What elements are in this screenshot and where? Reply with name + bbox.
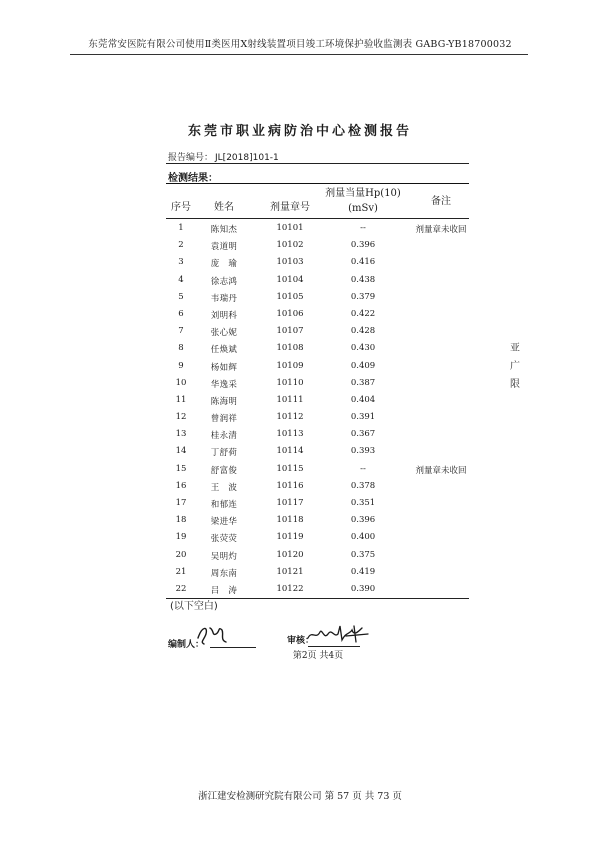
cell-dose: 0.378	[350, 480, 376, 491]
cell-name: 张心妮	[210, 328, 238, 339]
report-number	[168, 150, 279, 163]
cell-seq: 3	[178, 257, 184, 268]
blank-note: (以下空白)	[170, 601, 218, 612]
cell-code: 10115	[276, 463, 304, 474]
cell-dose: 0.404	[350, 394, 376, 405]
cell-name: 周东南	[210, 568, 238, 579]
cell-dose: 0.390	[350, 583, 376, 594]
cell-code: 10110	[276, 377, 304, 388]
cell-name: 和郁连	[210, 500, 238, 510]
table-header-rule	[166, 218, 469, 219]
page-footer: 浙江建安检测研究院有限公司 第 57 页 共 73 页	[198, 791, 402, 802]
cell-name: 王 波	[210, 482, 238, 493]
compiler-signature-line	[210, 647, 256, 648]
cell-name: 袁道明	[210, 242, 238, 253]
cell-seq: 7	[178, 326, 184, 337]
cell-seq: 14	[175, 446, 187, 457]
cell-name: 刘明科	[210, 310, 238, 321]
cell-seq: 13	[175, 429, 187, 440]
table-row	[0, 324, 600, 341]
reviewer-label: 审核：	[287, 636, 315, 646]
cell-dose: 0.396	[350, 240, 376, 251]
column-header-dose-line2: (mSv)	[348, 203, 378, 214]
cell-name: 吴明灼	[210, 551, 238, 562]
cell-name: 丁舒荷	[210, 448, 238, 459]
cell-code: 10119	[276, 532, 304, 543]
cell-seq: 5	[178, 291, 184, 302]
column-header-name: 姓名	[214, 202, 234, 213]
cell-name: 韦瑞丹	[210, 293, 238, 304]
cell-dose: 0.387	[350, 377, 376, 388]
table-row	[0, 513, 600, 530]
cell-code: 10113	[276, 429, 304, 440]
cell-dose: 0.428	[350, 326, 376, 337]
cell-code: 10122	[276, 583, 304, 594]
column-header-seq: 序号	[171, 202, 191, 213]
table-row	[0, 427, 600, 444]
table-row	[0, 582, 600, 599]
cell-dose: --	[360, 223, 366, 233]
reviewer-signature	[306, 622, 374, 646]
cell-code: 10101	[276, 223, 304, 233]
cell-name: 舒富俊	[210, 465, 238, 476]
cell-dose: 0.409	[350, 360, 376, 371]
cell-seq: 18	[175, 515, 187, 526]
cell-seq: 6	[178, 308, 184, 319]
table-row	[0, 496, 600, 513]
column-header-dose-line1: 剂量当量Hp(10)	[325, 188, 401, 199]
cell-dose: 0.419	[350, 566, 376, 577]
cell-seq: 8	[178, 343, 184, 354]
table-row	[0, 479, 600, 496]
column-header-code: 剂量章号	[270, 202, 310, 213]
cell-dose: 0.379	[350, 291, 376, 302]
table-row	[0, 221, 600, 238]
cell-dose: 0.351	[350, 498, 376, 508]
cell-seq: 22	[175, 583, 187, 594]
cell-code: 10116	[276, 480, 304, 491]
cell-code: 10118	[276, 515, 304, 526]
table-row	[0, 548, 600, 565]
cell-seq: 16	[175, 480, 187, 491]
cell-seq: 2	[178, 240, 184, 251]
header-rule	[70, 54, 528, 55]
cell-seq: 1	[178, 223, 184, 233]
cell-seq: 11	[175, 394, 187, 405]
cell-seq: 10	[175, 377, 187, 388]
cell-name: 庞 瑜	[210, 259, 238, 270]
cell-seq: 21	[175, 566, 187, 577]
edge-mark-2: 广	[510, 361, 520, 372]
cell-dose: 0.367	[350, 429, 376, 440]
edge-mark-3: 限	[510, 379, 520, 390]
column-header-note: 备注	[431, 196, 451, 207]
cell-dose: 0.391	[350, 412, 376, 423]
cell-code: 10114	[276, 446, 304, 457]
cell-name: 任焕斌	[210, 345, 238, 356]
cell-code: 10103	[276, 257, 304, 268]
table-body	[0, 221, 600, 599]
table-top-rule	[166, 183, 469, 184]
cell-code: 10111	[276, 394, 304, 405]
cell-dose: 0.393	[350, 446, 376, 457]
table-row	[0, 255, 600, 272]
cell-dose: 0.430	[350, 343, 376, 354]
cell-name: 华逸采	[210, 379, 238, 390]
cell-code: 10105	[276, 291, 304, 302]
page-number: 第2页 共4页	[292, 651, 344, 661]
cell-name: 桂永清	[210, 431, 238, 442]
edge-seal-fragment	[510, 340, 524, 394]
table-row	[0, 530, 600, 547]
cell-code: 10102	[276, 240, 304, 251]
cell-seq: 12	[175, 412, 187, 423]
table-row	[0, 565, 600, 582]
cell-code: 10109	[276, 360, 304, 371]
cell-dose: 0.416	[350, 257, 376, 268]
table-row	[0, 273, 600, 290]
table-row	[0, 393, 600, 410]
cell-name: 曾润祥	[210, 414, 238, 425]
report-number-label: 报告编号：	[168, 153, 214, 163]
reviewer-signature-line	[308, 646, 360, 647]
cell-code: 10120	[276, 549, 304, 560]
cell-code: 10108	[276, 343, 304, 354]
cell-name: 陈知杰	[210, 225, 238, 235]
compiler-signature	[194, 620, 240, 648]
table-row	[0, 462, 600, 479]
page-header: 东莞常安医院有限公司使用Ⅱ类医用X射线装置项目竣工环境保护验收监测表 GABG-YB18700032	[88, 39, 512, 50]
cell-dose: 0.400	[350, 532, 376, 543]
cell-seq: 19	[175, 532, 187, 543]
cell-code: 10112	[276, 412, 304, 423]
compiler-label: 编制人：	[168, 640, 205, 650]
cell-name: 徐志鸿	[210, 276, 238, 287]
cell-dose: 0.375	[350, 549, 376, 560]
cell-dose: --	[360, 463, 366, 474]
results-label: 检测结果：	[168, 173, 218, 184]
cell-seq: 17	[175, 498, 187, 508]
cell-name: 杨如辉	[210, 362, 238, 373]
edge-mark-1: 亚	[510, 343, 520, 354]
table-row	[0, 410, 600, 427]
cell-seq: 9	[178, 360, 184, 371]
cell-seq: 15	[175, 463, 187, 474]
cell-name: 陈海明	[210, 396, 238, 407]
cell-note: 剂量章未收回	[415, 465, 467, 476]
cell-dose: 0.396	[350, 515, 376, 526]
table-row	[0, 444, 600, 461]
cell-code: 10106	[276, 308, 304, 319]
cell-code: 10121	[276, 566, 304, 577]
table-row	[0, 307, 600, 324]
cell-code: 10107	[276, 326, 304, 337]
cell-dose: 0.438	[350, 274, 376, 285]
cell-note: 剂量章未收回	[415, 225, 467, 235]
report-number-value: JL[2018]101-1	[215, 153, 279, 163]
cell-dose: 0.422	[350, 308, 376, 319]
table-row	[0, 290, 600, 307]
cell-code: 10104	[276, 274, 304, 285]
cell-seq: 20	[175, 549, 187, 560]
cell-name: 吕 涛	[210, 585, 238, 596]
cell-name: 梁进华	[210, 517, 238, 528]
report-number-rule	[166, 163, 469, 164]
cell-code: 10117	[276, 498, 304, 508]
report-title: 东莞市职业病防治中心检测报告	[187, 124, 412, 139]
cell-name: 张荧荧	[210, 534, 238, 545]
cell-seq: 4	[178, 274, 184, 285]
column-header-dose	[322, 186, 404, 216]
table-row	[0, 238, 600, 255]
